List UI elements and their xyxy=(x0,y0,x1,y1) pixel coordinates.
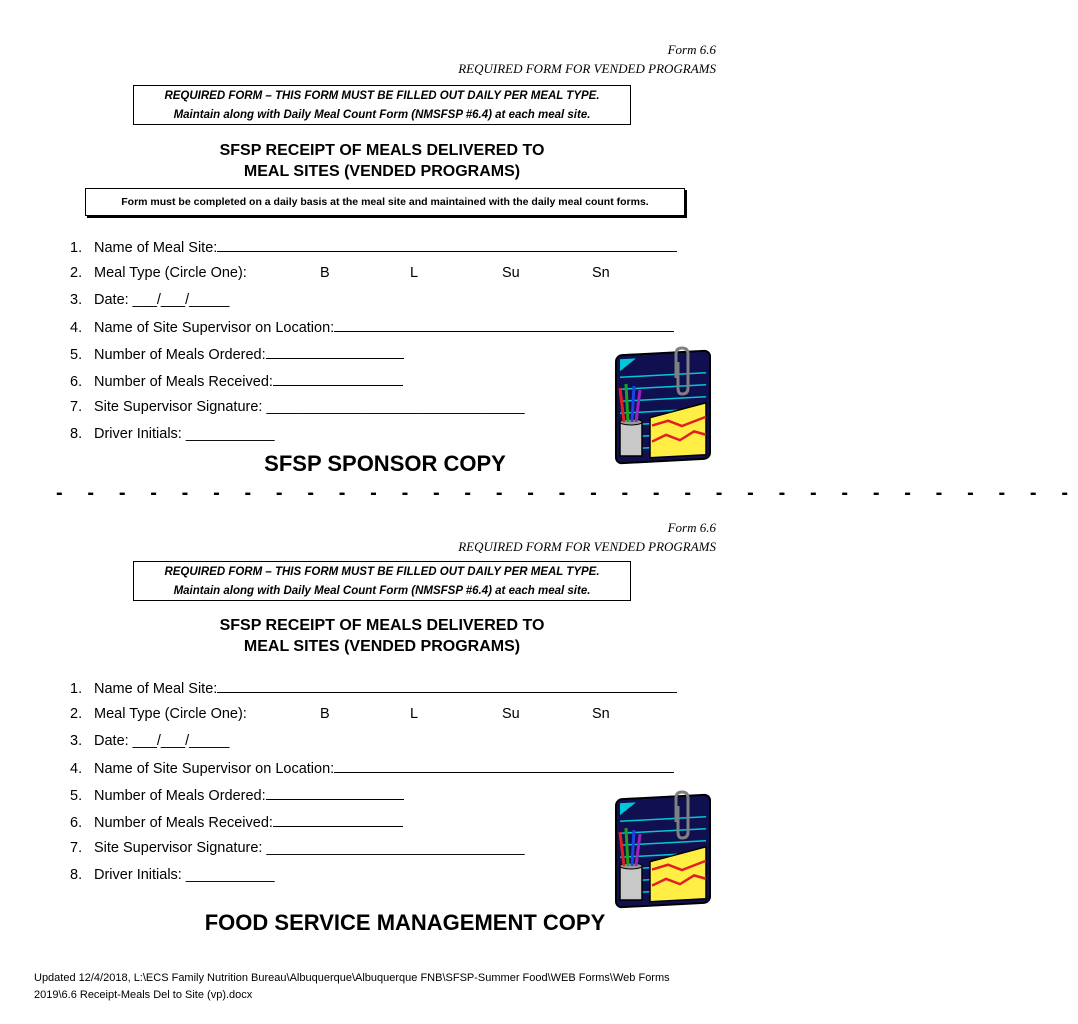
required-notice-box xyxy=(133,561,631,601)
meal-site-label: Name of Meal Site: xyxy=(94,240,218,256)
item-number: 4. xyxy=(70,320,83,336)
supervisor-name-field[interactable] xyxy=(70,758,674,778)
supervisor-name-line[interactable] xyxy=(334,758,674,773)
item-number: 3. xyxy=(70,292,83,308)
meals-received-field[interactable] xyxy=(70,371,403,391)
meal-type-option-lunch[interactable]: L xyxy=(410,265,419,281)
supervisor-name-line[interactable] xyxy=(334,317,674,332)
form-title xyxy=(133,615,631,657)
supervisor-signature-field[interactable] xyxy=(70,839,525,857)
item-number: 3. xyxy=(70,733,83,749)
supervisor-name-label: Name of Site Supervisor on Location: xyxy=(94,320,335,336)
meal-type-option-snack[interactable]: Sn xyxy=(592,706,610,722)
meal-type-option-snack[interactable]: Sn xyxy=(592,265,610,281)
form-title-line-2: MEAL SITES (VENDED PROGRAMS) xyxy=(243,638,521,655)
item-number: 1. xyxy=(70,681,83,697)
item-number: 2. xyxy=(70,265,83,281)
item-number: 4. xyxy=(70,761,83,777)
meals-received-label: Number of Meals Received: xyxy=(94,374,273,390)
meals-received-field[interactable] xyxy=(70,812,403,832)
supervisor-signature-field[interactable] xyxy=(70,398,525,416)
supervisor-name-field[interactable] xyxy=(70,317,674,337)
form-id-header xyxy=(458,518,716,556)
footer-line-1: Updated 12/4/2018, L:\ECS Family Nutrition Bureau\Albuquerque\Albuquerque FNB\SFSP-Summer Food\WEB Forms\Web Forms xyxy=(34,972,670,984)
meal-type-option-supper[interactable]: Su xyxy=(502,706,520,722)
date-field[interactable] xyxy=(70,291,229,309)
driver-initials-label: Driver Initials: ___________ xyxy=(94,867,275,883)
meals-ordered-field[interactable] xyxy=(70,785,404,805)
form-title-line-1: SFSP RECEIPT OF MEALS DELIVERED TO xyxy=(219,617,545,634)
meal-type-option-breakfast[interactable]: B xyxy=(320,706,330,722)
notice-line-2: Maintain along with Daily Meal Count Form (NMSFSP #6.4) at each meal site. xyxy=(173,585,591,597)
meal-type-field xyxy=(70,705,247,723)
item-number: 8. xyxy=(70,867,83,883)
driver-initials-field[interactable] xyxy=(70,425,275,443)
date-field[interactable] xyxy=(70,732,229,750)
fsm-copy-title: FOOD SERVICE MANAGEMENT COPY xyxy=(204,910,606,935)
required-notice-box xyxy=(133,85,631,125)
daily-completion-note: Form must be completed on a daily basis at the meal site and maintained with the daily meal count forms. xyxy=(85,188,685,216)
form-title xyxy=(133,140,631,182)
meal-site-field[interactable] xyxy=(70,678,677,698)
meal-site-label: Name of Meal Site: xyxy=(94,681,218,697)
item-number: 5. xyxy=(70,788,83,804)
notice-line-1: REQUIRED FORM – THIS FORM MUST BE FILLED OUT DAILY PER MEAL TYPE. xyxy=(164,566,600,578)
meals-ordered-line[interactable] xyxy=(266,344,404,359)
meal-type-option-breakfast[interactable]: B xyxy=(320,265,330,281)
driver-initials-label: Driver Initials: ___________ xyxy=(94,426,275,442)
supervisor-signature-label: Site Supervisor Signature: ________________________________ xyxy=(94,399,525,415)
item-number: 8. xyxy=(70,426,83,442)
footer-line-2: 2019\6.6 Receipt-Meals Del to Site (vp).docx xyxy=(34,989,253,1001)
meal-site-line[interactable] xyxy=(217,678,677,693)
meals-ordered-label: Number of Meals Ordered: xyxy=(94,347,266,363)
document-footer xyxy=(34,970,734,1004)
sponsor-copy-title: SFSP SPONSOR COPY xyxy=(264,451,506,476)
meals-received-label: Number of Meals Received: xyxy=(94,815,273,831)
item-number: 7. xyxy=(70,840,83,856)
form-number: Form 6.6 xyxy=(667,520,716,535)
supervisor-name-label: Name of Site Supervisor on Location: xyxy=(94,761,335,777)
item-number: 2. xyxy=(70,706,83,722)
meals-ordered-field[interactable] xyxy=(70,344,404,364)
form-subtitle: REQUIRED FORM FOR VENDED PROGRAMS xyxy=(458,539,716,554)
form-title-line-2: MEAL SITES (VENDED PROGRAMS) xyxy=(243,163,521,180)
item-number: 5. xyxy=(70,347,83,363)
item-number: 6. xyxy=(70,815,83,831)
meal-type-option-lunch[interactable]: L xyxy=(410,706,419,722)
cut-line-separator: - - - - - - - - - - - - - - - - - - - - - - - - - - - - - - - - - xyxy=(56,482,1078,504)
form-title-line-1: SFSP RECEIPT OF MEALS DELIVERED TO xyxy=(219,142,545,159)
clipboard-pencils-icon xyxy=(606,348,716,466)
meal-type-label: Meal Type (Circle One): xyxy=(94,265,247,281)
form-subtitle: REQUIRED FORM FOR VENDED PROGRAMS xyxy=(458,61,716,76)
form-id-header xyxy=(458,40,716,78)
meal-site-field[interactable] xyxy=(70,237,677,257)
meal-type-option-supper[interactable]: Su xyxy=(502,265,520,281)
form-number: Form 6.6 xyxy=(667,42,716,57)
meal-type-field xyxy=(70,264,247,282)
meals-ordered-label: Number of Meals Ordered: xyxy=(94,788,266,804)
date-label: Date: ___/___/_____ xyxy=(94,733,230,749)
driver-initials-field[interactable] xyxy=(70,866,275,884)
item-number: 1. xyxy=(70,240,83,256)
clipboard-pencils-icon xyxy=(606,792,716,910)
supervisor-signature-label: Site Supervisor Signature: ________________________________ xyxy=(94,840,525,856)
meal-type-label: Meal Type (Circle One): xyxy=(94,706,247,722)
meals-received-line[interactable] xyxy=(273,371,403,386)
meals-ordered-line[interactable] xyxy=(266,785,404,800)
item-number: 6. xyxy=(70,374,83,390)
notice-line-1: REQUIRED FORM – THIS FORM MUST BE FILLED OUT DAILY PER MEAL TYPE. xyxy=(164,90,600,102)
meal-site-line[interactable] xyxy=(217,237,677,252)
date-label: Date: ___/___/_____ xyxy=(94,292,230,308)
meals-received-line[interactable] xyxy=(273,812,403,827)
notice-line-2: Maintain along with Daily Meal Count Form (NMSFSP #6.4) at each meal site. xyxy=(173,109,591,121)
item-number: 7. xyxy=(70,399,83,415)
